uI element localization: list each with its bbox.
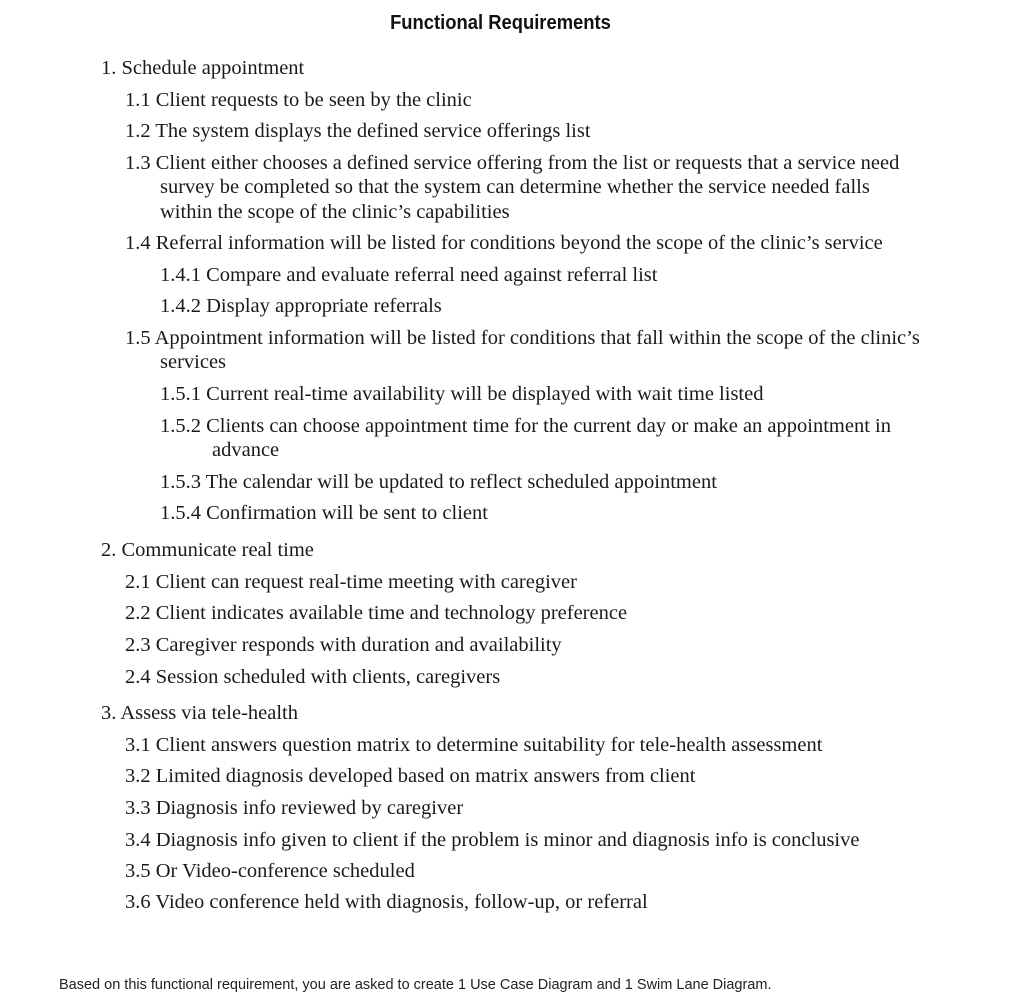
section-heading-communicate-real-time: 2. Communicate real time xyxy=(101,539,314,561)
requirement-1-5: 1.5 Appointment information will be listed for conditions that fall within the scope of the clinic’s xyxy=(125,327,920,349)
requirement-1-5-2-continued: advance xyxy=(212,439,280,461)
requirement-1-1: 1.1 Client requests to be seen by the clinic xyxy=(125,89,472,111)
requirement-1-5-4: 1.5.4 Confirmation will be sent to client xyxy=(160,502,488,524)
requirement-2-3: 2.3 Caregiver responds with duration and availability xyxy=(125,634,562,656)
requirement-1-3-continued: within the scope of the clinic’s capabilities xyxy=(160,201,510,223)
requirement-2-4: 2.4 Session scheduled with clients, caregivers xyxy=(125,666,501,688)
requirement-1-2: 1.2 The system displays the defined service offerings list xyxy=(125,120,591,142)
requirement-1-4-1: 1.4.1 Compare and evaluate referral need against referral list xyxy=(160,264,658,286)
requirement-1-4-2: 1.4.2 Display appropriate referrals xyxy=(160,295,442,317)
requirement-3-1: 3.1 Client answers question matrix to determine suitability for tele-health assessment xyxy=(125,734,823,756)
requirement-3-3: 3.3 Diagnosis info reviewed by caregiver xyxy=(125,797,464,819)
page-title: Functional Requirements xyxy=(390,12,611,34)
assignment-instruction: Based on this functional requirement, you are asked to create 1 Use Case Diagram and 1 Swim Lane Diagram. xyxy=(59,977,772,993)
requirement-1-5-continued: services xyxy=(160,351,227,373)
requirement-1-3: 1.3 Client either chooses a defined service offering from the list or requests that a service need xyxy=(125,152,900,174)
requirement-3-6: 3.6 Video conference held with diagnosis, follow-up, or referral xyxy=(125,891,648,913)
requirement-3-5: 3.5 Or Video-conference scheduled xyxy=(125,860,415,882)
requirement-3-4: 3.4 Diagnosis info given to client if the problem is minor and diagnosis info is conclusive xyxy=(125,829,860,851)
requirement-1-5-2: 1.5.2 Clients can choose appointment time for the current day or make an appointment in xyxy=(160,415,891,437)
requirement-1-3-continued: survey be completed so that the system can determine whether the service needed falls xyxy=(160,176,870,198)
requirement-1-4: 1.4 Referral information will be listed for conditions beyond the scope of the clinic’s service xyxy=(125,232,883,254)
section-heading-schedule-appointment: 1. Schedule appointment xyxy=(101,57,305,79)
section-heading-assess-via-tele-health: 3. Assess via tele-health xyxy=(101,702,298,724)
requirement-3-2: 3.2 Limited diagnosis developed based on matrix answers from client xyxy=(125,765,696,787)
requirement-2-2: 2.2 Client indicates available time and technology preference xyxy=(125,602,628,624)
requirement-1-5-1: 1.5.1 Current real-time availability will be displayed with wait time listed xyxy=(160,383,764,405)
requirement-2-1: 2.1 Client can request real-time meeting with caregiver xyxy=(125,571,577,593)
requirement-1-5-3: 1.5.3 The calendar will be updated to reflect scheduled appointment xyxy=(160,471,717,493)
